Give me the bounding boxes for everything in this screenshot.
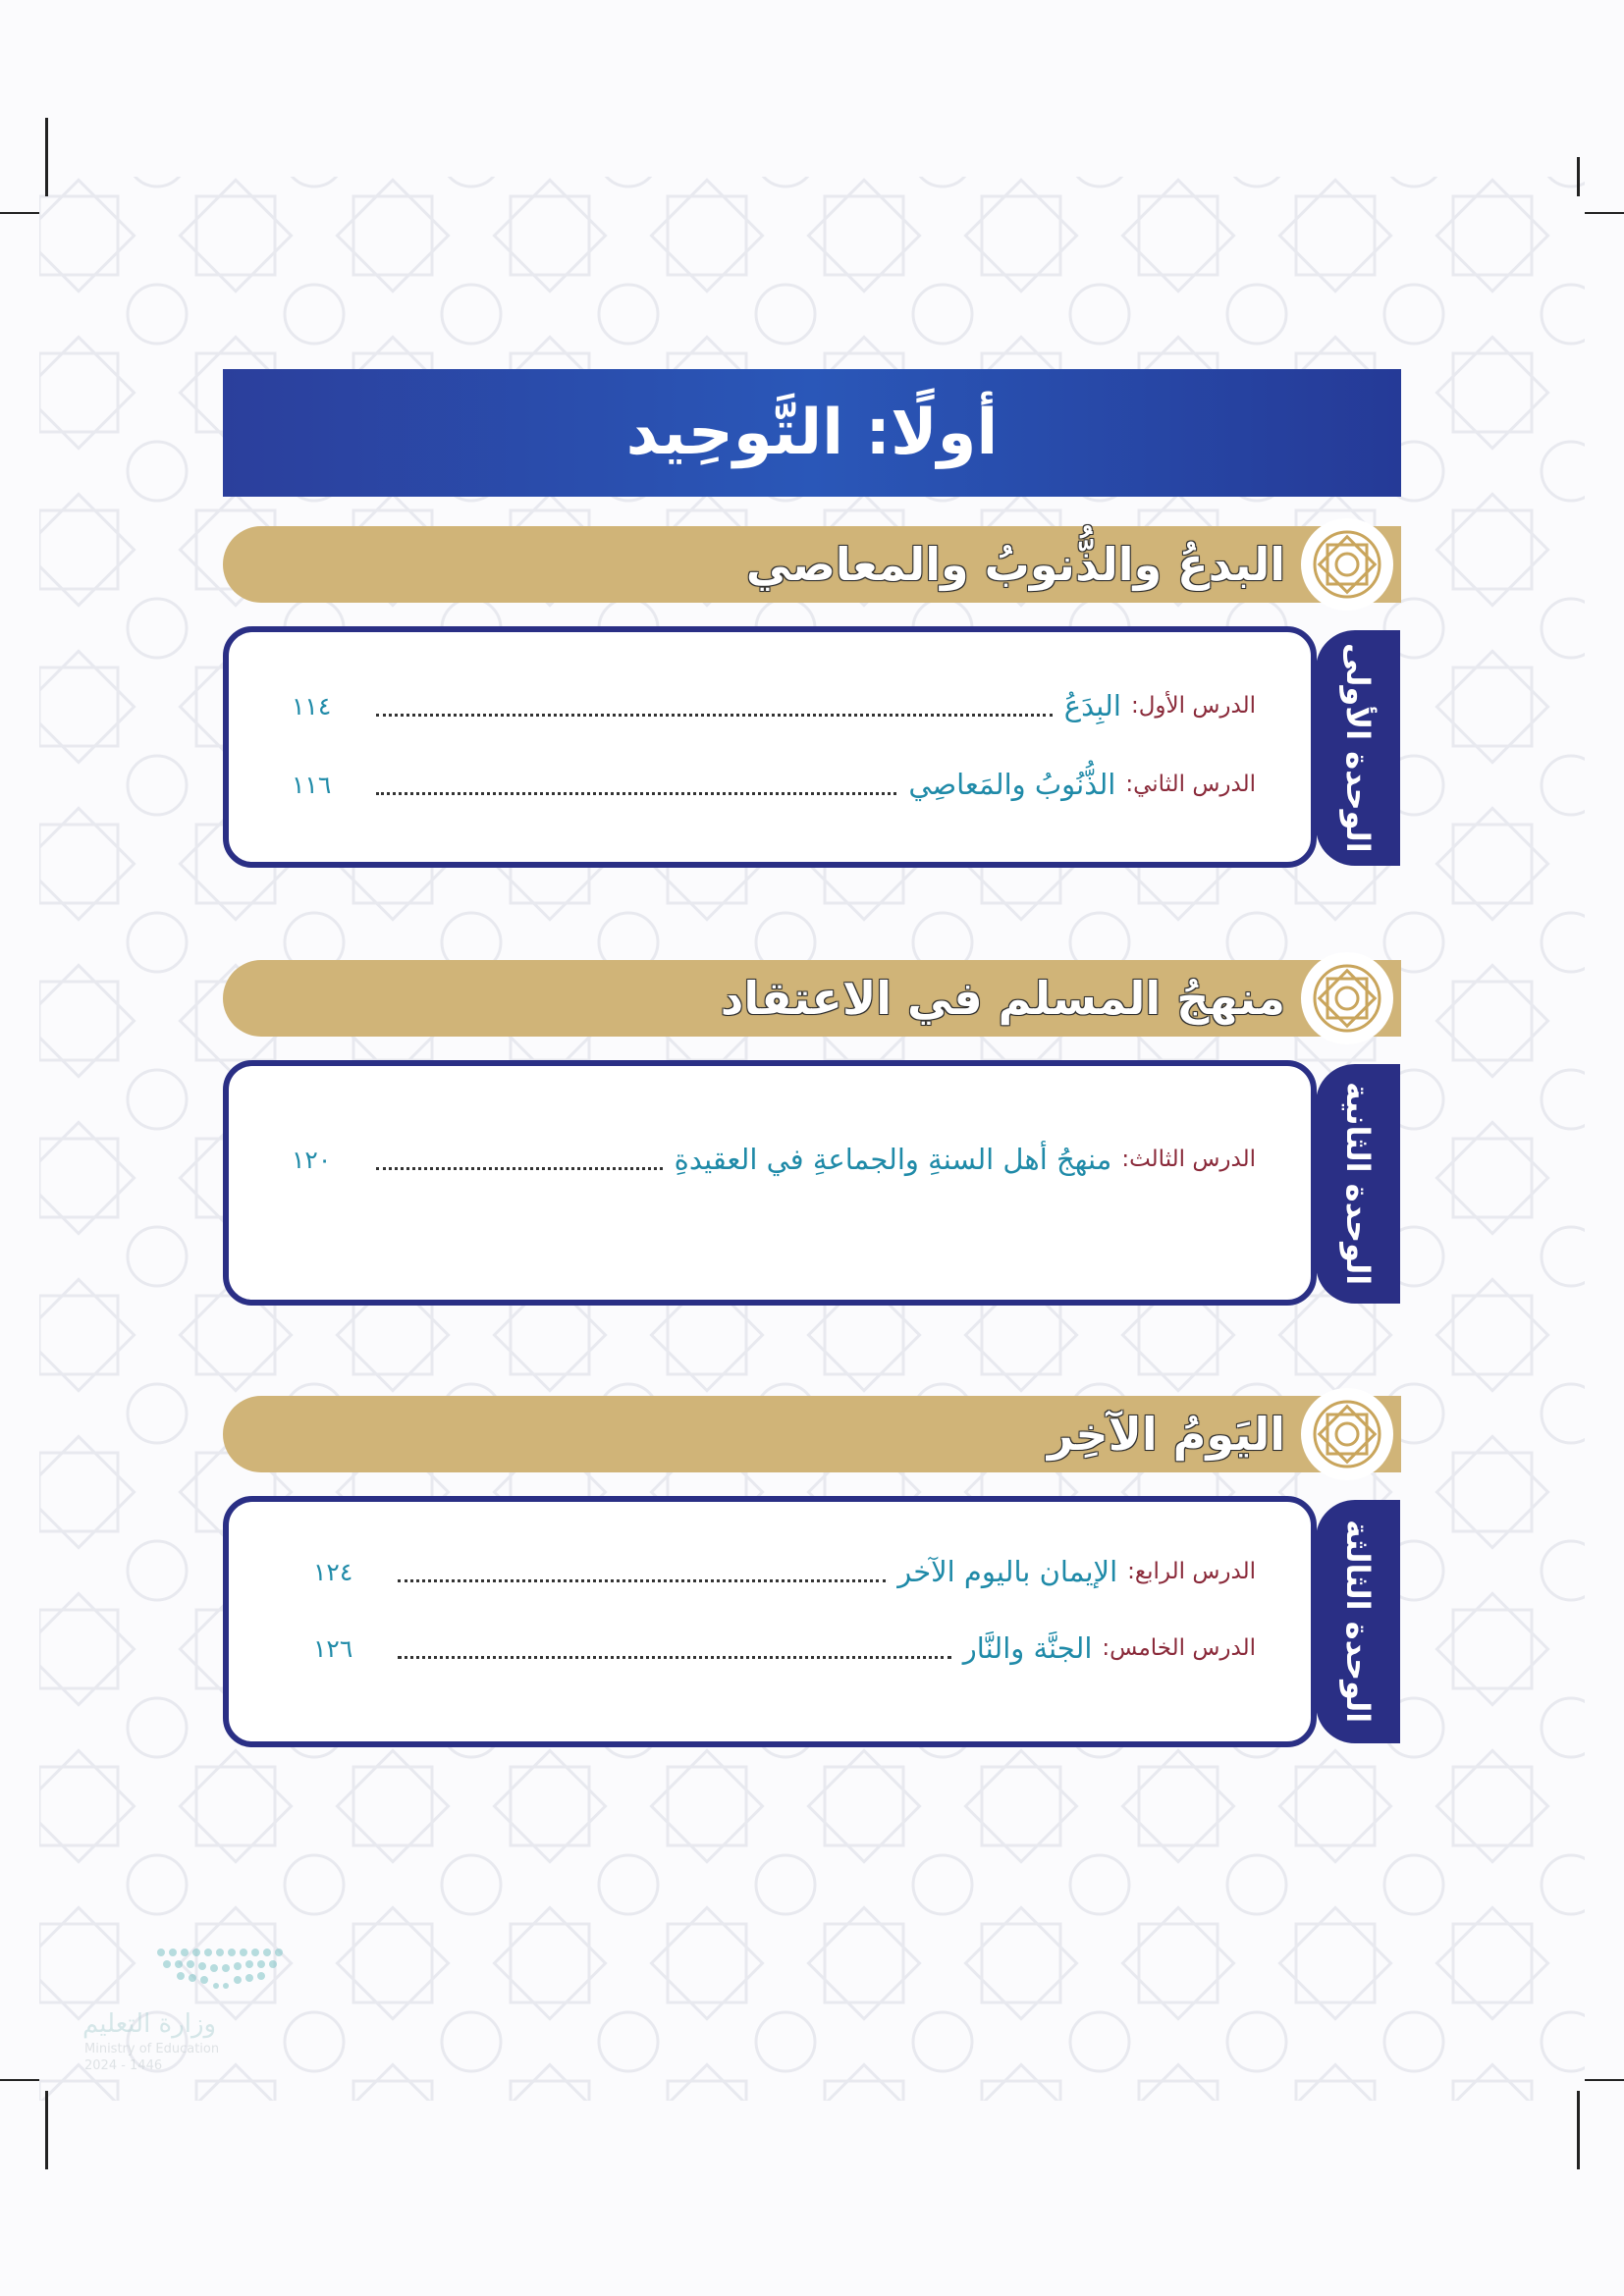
section-title: منهجُ المسلم في الاعتقاد: [720, 972, 1285, 1025]
lesson-name[interactable]: البِدَعُ: [1063, 689, 1121, 722]
section-title: البدعُ والذُّنوبُ والمعاصي: [745, 538, 1285, 591]
unit-tab-1: [1316, 630, 1400, 866]
unit-box-2: [223, 1060, 1317, 1306]
ministry-logo: [82, 1939, 298, 2076]
crop-mark: [45, 2091, 48, 2169]
page-number: ١١٤: [292, 691, 332, 721]
lesson-label: الدرس الرابع:: [1127, 1559, 1256, 1584]
ministry-logo-icon: [82, 1939, 298, 2007]
lesson-row[interactable]: [292, 760, 1256, 809]
lesson-row[interactable]: [313, 1547, 1256, 1596]
section-bar-yawm-akhir: [223, 1396, 1401, 1472]
page-number: ١٢٤: [313, 1557, 353, 1586]
lesson-name[interactable]: الجنَّة والنَّار: [962, 1631, 1093, 1665]
gold-rosette-icon: [1301, 518, 1393, 611]
crop-mark: [1577, 2091, 1580, 2169]
section-bar-bidaa: [223, 526, 1401, 603]
crop-mark: [1585, 2079, 1624, 2081]
unit-label: الوحدة الثانية: [1339, 1082, 1377, 1286]
lesson-name[interactable]: الذُّنُوبُ والمَعاصِي: [908, 768, 1116, 801]
crop-mark: [45, 118, 48, 196]
page-number: ١٢٠: [292, 1145, 332, 1174]
dot-leader: [398, 1638, 951, 1659]
crop-mark: [0, 212, 39, 214]
gold-rosette-icon: [1301, 952, 1393, 1044]
dot-leader: [376, 696, 1053, 717]
page-number: ١١٦: [292, 770, 332, 799]
section-title: اليَومُ الآخِر: [1047, 1408, 1285, 1461]
main-title-banner: [223, 369, 1401, 497]
dot-leader: [376, 1149, 663, 1170]
lesson-label: الدرس الثاني:: [1125, 772, 1256, 797]
ministry-name-en: Ministry of Education: [84, 2042, 220, 2056]
unit-label: الوحدة الثالثة: [1339, 1520, 1377, 1724]
gold-rosette-icon: [1301, 1388, 1393, 1480]
main-title: أولًا: التَّوحِيد: [625, 397, 999, 469]
unit-label: الوحدة الأولى: [1339, 643, 1377, 853]
ministry-year: 2024 - 1446: [84, 2058, 163, 2073]
page-number: ١٢٦: [313, 1633, 353, 1663]
ministry-name-ar: وزارة التعليم: [82, 2009, 217, 2039]
lesson-label: الدرس الخامس:: [1102, 1635, 1256, 1661]
unit-box-1: [223, 626, 1317, 868]
crop-mark: [1577, 157, 1580, 196]
dot-leader: [398, 1562, 886, 1582]
unit-box-3: [223, 1496, 1317, 1747]
unit-tab-3: [1316, 1500, 1400, 1743]
lesson-label: الدرس الأول:: [1130, 693, 1256, 719]
crop-mark: [0, 2079, 39, 2081]
lesson-row[interactable]: [292, 1135, 1256, 1184]
crop-mark: [1585, 212, 1624, 214]
lesson-row[interactable]: [292, 681, 1256, 730]
lesson-label: الدرس الثالث:: [1121, 1147, 1256, 1172]
lesson-row[interactable]: [313, 1624, 1256, 1673]
lesson-name[interactable]: منهجُ أهل السنةِ والجماعةِ في العقيدةِ: [674, 1143, 1112, 1176]
dot-leader: [376, 774, 896, 795]
lesson-name[interactable]: الإيمان باليوم الآخر: [897, 1555, 1118, 1588]
unit-tab-2: [1316, 1064, 1400, 1304]
section-bar-manhaj: [223, 960, 1401, 1037]
